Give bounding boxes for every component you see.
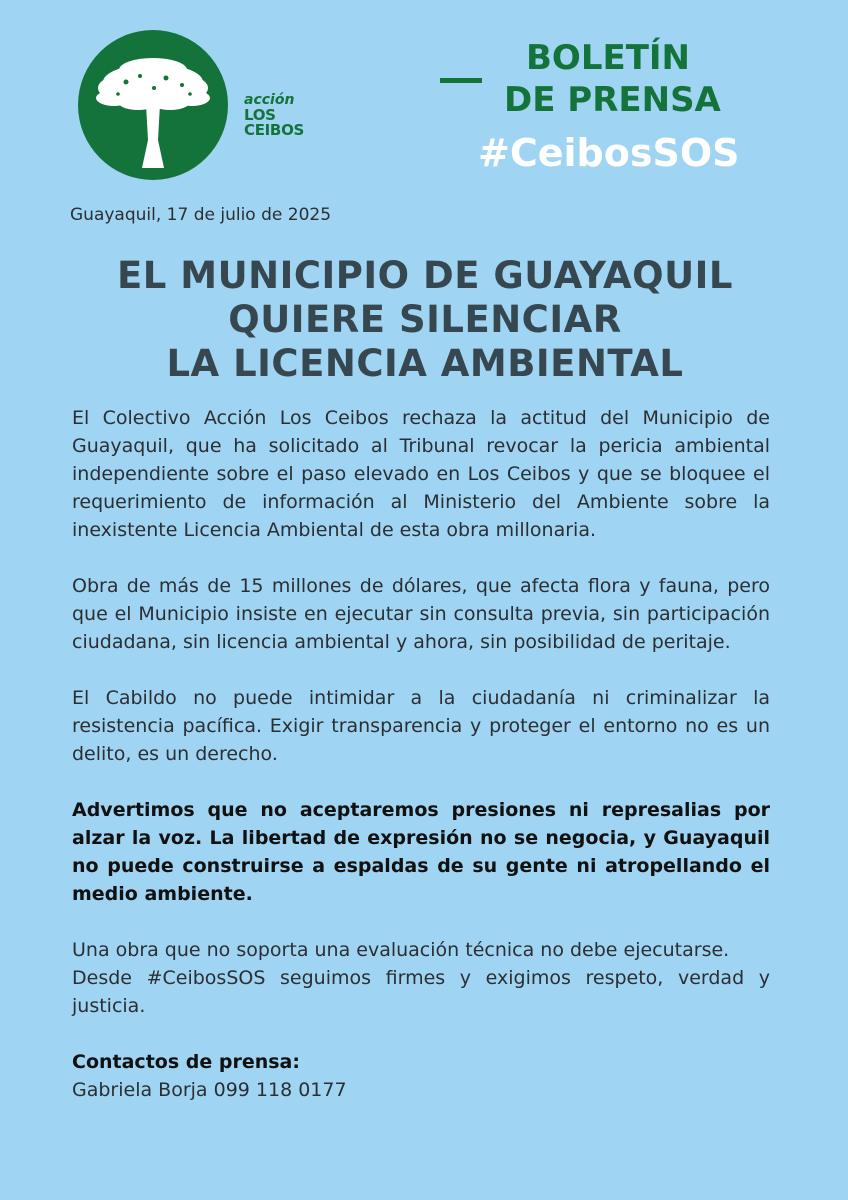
paragraph: Desde #CeibosSOS seguimos firmes y exigimos respeto, verdad y justicia. xyxy=(72,967,770,1017)
logo-line-2: LOS CEIBOS xyxy=(244,105,305,140)
bulletin-title-line-2: DE PRENSA xyxy=(504,80,721,120)
contact-line: Gabriela Borja 099 118 0177 xyxy=(72,1079,347,1101)
contacts-title: Contactos de prensa: xyxy=(72,1051,300,1073)
ceibo-tree-icon xyxy=(78,30,228,180)
hashtag: #CeibosSOS xyxy=(478,131,740,175)
paragraph: Una obra que no soporta una evaluación técnica no debe ejecutarse. xyxy=(72,939,730,961)
bold-paragraph: Advertimos que no aceptaremos presiones ni represalias por alzar la voz. La libertad de expresión no se negocia, y Guayaquil no puede construirse a espaldas de su gente ni atropellando el medio ambiente. xyxy=(72,799,770,905)
header-dash xyxy=(440,78,482,83)
dateline: Guayaquil, 17 de julio de 2025 xyxy=(70,205,332,225)
paragraph: El Colectivo Acción Los Ceibos rechaza la actitud del Municipio de Guayaquil, que ha solicitado al Tribunal revocar la pericia ambiental independiente sobre el paso elevado en Los Ceibos y que se bloquee el requerimiento de información al Ministerio del Ambiente sobre la inexistente Licencia Ambiental de esta obra millonaria. xyxy=(72,407,770,541)
logo-wordmark xyxy=(244,93,338,139)
press-release-body xyxy=(72,404,770,1104)
bulletin-title-line-1: BOLETÍN xyxy=(526,38,691,78)
logo-circle xyxy=(78,30,228,180)
organization-logo xyxy=(78,30,338,290)
headline-line: QUIERE SILENCIAR xyxy=(228,298,622,341)
paragraph: El Cabildo no puede intimidar a la ciudadanía ni criminalizar la resistencia pacífica. Exigir transparencia y proteger el entorno no es un delito, es un derecho. xyxy=(72,687,770,765)
paragraph: Obra de más de 15 millones de dólares, que afecta flora y fauna, pero que el Municipio insiste en ejecutar sin consulta previa, sin participación ciudadana, sin licencia ambiental y ahora, sin posibilidad de peritaje. xyxy=(72,575,770,653)
logo-line-1: acción xyxy=(244,92,295,108)
headline-line: LA LICENCIA AMBIENTAL xyxy=(166,342,684,385)
headline-line: EL MUNICIPIO DE GUAYAQUIL xyxy=(117,254,733,297)
headline xyxy=(40,254,810,386)
